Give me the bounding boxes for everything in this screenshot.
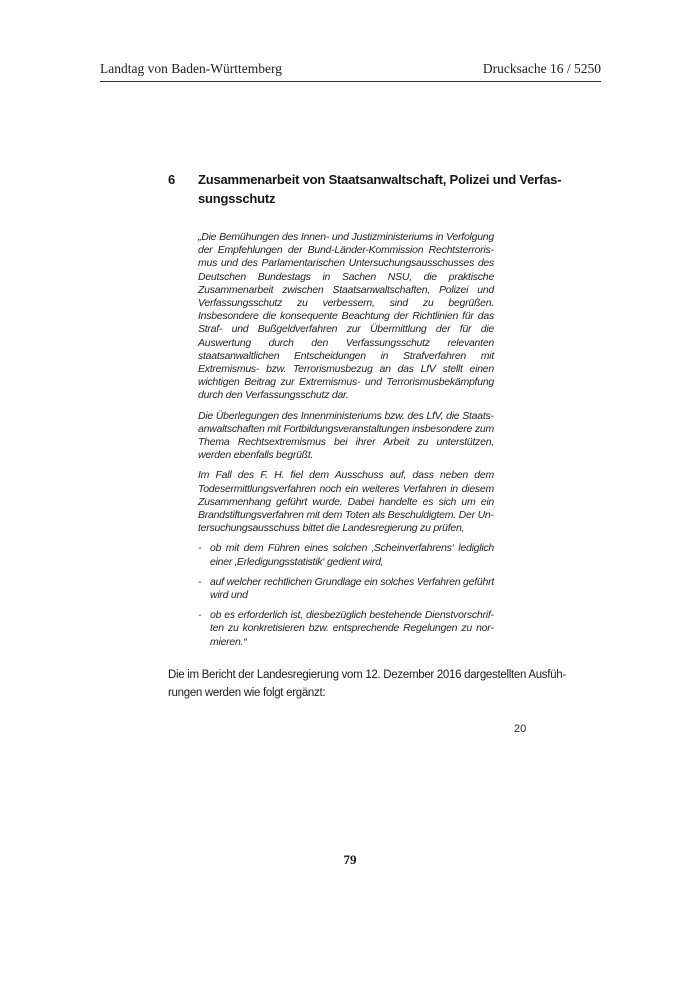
bullet-item — [198, 576, 494, 602]
quote-block — [198, 231, 494, 649]
header-publisher: Landtag von Baden-Württemberg — [100, 61, 282, 76]
bullet-list — [198, 542, 494, 648]
page-header — [100, 61, 601, 82]
content-column — [168, 170, 592, 735]
bullet-text: ob mit dem Führen eines solchen ‚Scheinverfahrens‘ lediglich einer ‚Erledigungsstatistik‘ gedient wird, — [210, 542, 494, 568]
bullet-dash: - — [198, 542, 202, 555]
bullet-dash: - — [198, 575, 202, 588]
bullet-dash: - — [198, 609, 202, 622]
quote-paragraph-1: „Die Bemühungen des Innen- und Justizministeriums in Verfolgung der Empfehlungen der Bund-Länder-Kommission Rechtsterrorismus und des Parlamentarischen Untersuchungsausschusses des Deutschen Bundestags in Sachen NSU, die praktische Zusammenarbeit zwischen Staatsanwaltschaften, Polizei und Verfassungsschutz zu verbessern, sind zu begrüßen. Insbesondere die konsequente Beachtung der Richtlinien für das Straf- und Bußgeldverfahren zur Übermittlung der für die Auswertung durch den Verfassungsschutz relevanten staatsanwaltlichen Entscheidungen in Strafverfahren mit Extremismus- bzw. Terrorismusbezug an das LfV stellt einen wichtigen Beitrag zur Extremismus- und Terrorismusbekämpfung durch den Verfassungsschutz dar. — [198, 231, 494, 402]
bullet-text: auf welcher rechtlichen Grundlage ein solches Verfahren geführt wird und — [210, 575, 494, 602]
quote-paragraph-2: Die Überlegungen des Innenministeriums bzw. des LfV, die Staatsanwaltschaften mit Fortbildungsveranstaltungen insbesondere zum Thema Rechtsextremismus bei ihrer Arbeit zu unterstützen, werden ebenfalls begrüßt. — [198, 409, 494, 462]
section-heading — [168, 170, 592, 208]
quoted-report-page-number: 20 — [514, 722, 527, 735]
quote-paragraph-3: Im Fall des F. H. fiel dem Ausschuss auf, dass neben dem Todesermittlungsverfahren noch ein weiteres Verfahren in diesem Zusammenhang geführt wurde. Dabei handelte es sich um ein Brandstiftungsverfahren mit dem Toten als Beschuldigtem. Der Untersuchungsausschuss bittet die Landesregierung zu prüfen, — [198, 469, 494, 535]
bullet-text: ob es erforderlich ist, diesbezüglich bestehende Dienstvorschriften zu konkretisieren bzw. entsprechende Regelungen zu normieren.“ — [210, 609, 494, 648]
header-document-id: Drucksache 16 / 5250 — [482, 61, 601, 76]
section-title-line2: sungsschutz — [198, 191, 276, 206]
bullet-item — [198, 542, 494, 568]
page-footer — [0, 852, 700, 868]
section-title-line1: Zusammenarbeit von Staatsanwaltschaft, Polizei und Verfas- — [198, 172, 562, 187]
section-number: 6 — [168, 172, 176, 187]
closing-paragraph: Die im Bericht der Landesregierung vom 12. Dezember 2016 dargestellten Ausführungen werden wie folgt ergänzt: — [168, 668, 567, 700]
page-number: 79 — [343, 852, 357, 867]
section-title — [198, 170, 561, 208]
bullet-item — [198, 609, 494, 649]
